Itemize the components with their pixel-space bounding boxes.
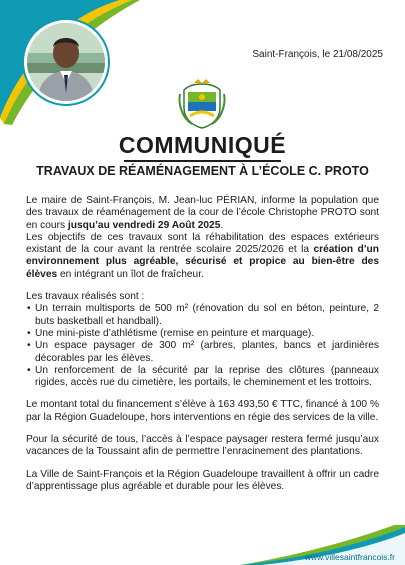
list-item: • Un espace paysager de 300 m² (arbres, plantes, bancs et jardinières décorables par les élèves. [35,340,379,365]
mayor-portrait [24,20,108,104]
page-title: COMMUNIQUÉ [118,132,287,158]
website-link[interactable]: www.villesaintfrancois.fr [304,552,395,562]
title-underline [124,160,281,162]
objectives-paragraph: Les objectifs de ces travaux sont la réhabilitation des espaces extérieurs existant de la cour avant la rentrée scolaire 2025/2026 et la création d’un environnement plus agréable, sécurisé et propice au bien-être des élèves en intégrant un îlot de fraîcheur. [26,231,380,280]
list-item: • Une mini-piste d’athlétisme (remise en peinture et marquage). [35,328,379,340]
communique-body [26,195,379,493]
closing-paragraph: La Ville de Saint-François et la Région Guadeloupe travaillent à offrir un cadre d’apprentissage plus agréable et durable pour les élèves. [26,468,379,492]
coat-of-arms-icon [176,78,228,130]
page-subtitle: TRAVAUX DE RÉAMÉNAGEMENT À L’ÉCOLE C. PROTO [36,164,369,178]
funding-paragraph: Le montant total du financement s’élève à 163 493,50 € TTC, financé à 100 % par la Région Guadeloupe, hors interventions en régie des services de la ville. [26,399,379,423]
list-item: • Un renforcement de la sécurité par la reprise des clôtures (panneaux rigides, accès rue du cimetière, les portails, le cheminement et les trottoirs. [35,365,379,390]
works-heading: Les travaux réalisés sont : [26,291,145,303]
works-list [26,303,379,389]
safety-paragraph: Pour la sécurité de tous, l’accès à l’espace paysager restera fermé jusqu’aux vacances de la Toussaint afin de permettre l’enracinement des plantations. [26,434,379,458]
intro-paragraph: Le maire de Saint-François, M. Jean-luc PÉRIAN, informe la population que des travaux de réaménagement de la cour de l’école Christophe PROTO sont en cours jusqu’au vendredi 29 Août 2025. [26,195,379,231]
list-item: • Un terrain multisports de 500 m² (rénovation du sol en béton, peinture, 2 buts basketball et handball). [35,303,379,328]
dateline: Saint-François, le 21/08/2025 [252,49,383,60]
